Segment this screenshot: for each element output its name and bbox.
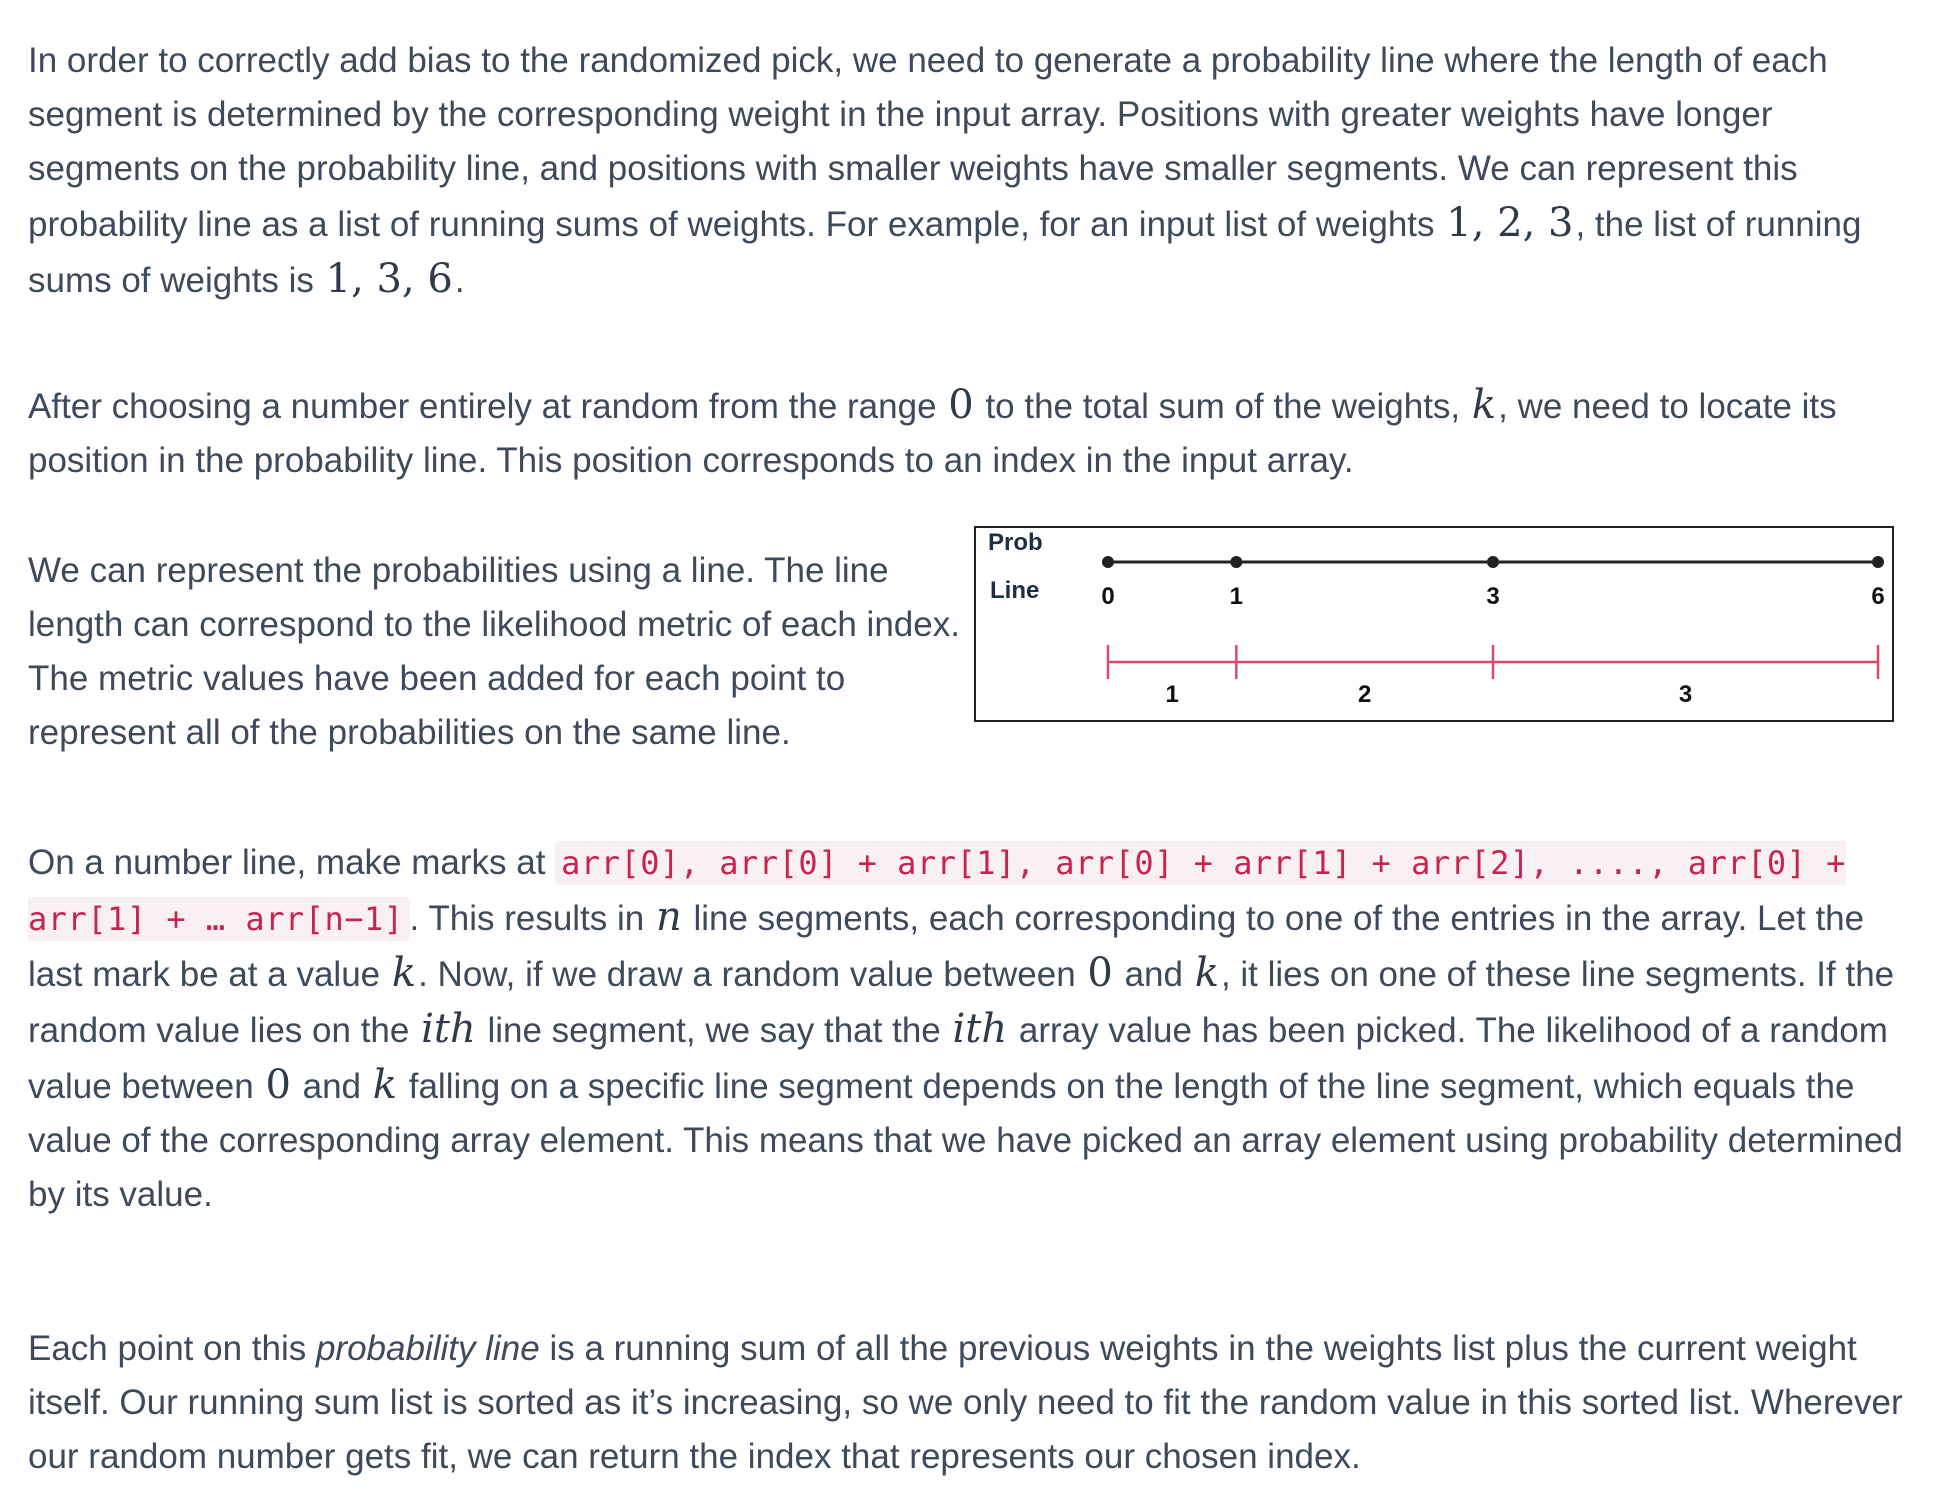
text: line segments, each corresponding to one of the entries in the array. Let the last mark be at a value <box>28 899 1865 994</box>
row-label-line: Line <box>990 577 1040 604</box>
paragraph-number-line-marks <box>28 836 1918 1222</box>
math-zero: 0 <box>948 382 974 428</box>
math-ith: ith <box>952 1006 1008 1052</box>
text: , the list of running sums of weights is <box>28 205 1862 300</box>
math-zero: 0 <box>265 1062 291 1108</box>
paragraph-probability-line-intro <box>28 34 1918 308</box>
term-probability-line: probability line <box>315 1329 540 1368</box>
probability-line-figure <box>974 526 1894 722</box>
text: We can represent the probabilities using a line. The line length can correspond to the likelihood metric of each index. The metric values have been added for each point to represent all of the probabilities on the same line. <box>28 551 960 752</box>
prob-line-point-label: 6 <box>1871 583 1885 610</box>
math-k: k <box>372 1062 398 1108</box>
text: . <box>454 261 465 300</box>
math-running-sums: 1, 3, 6 <box>325 256 453 302</box>
text: , we need to locate its position in the probability line. This position corresponds to an index in the input array. <box>28 387 1837 480</box>
prob-line-point <box>1102 556 1114 568</box>
paragraph-random-choice <box>28 378 1918 488</box>
segment-length-label: 2 <box>1357 681 1372 708</box>
paragraph-line-representation <box>28 544 968 760</box>
math-k: k <box>1471 382 1497 428</box>
text: and <box>1114 955 1193 994</box>
prob-line-point-label: 0 <box>1101 583 1115 610</box>
text: After choosing a number entirely at random from the range <box>28 387 947 426</box>
text: . Now, if we draw a random value between <box>418 955 1086 994</box>
math-k: k <box>1194 950 1219 996</box>
text: , it lies on one of these line segments. If the random value lies on the <box>28 955 1895 1050</box>
probability-line-diagram <box>976 528 1892 720</box>
text: falling on a specific line segment depends on the length of the line segment, which equals the value of the corresponding array element. This means that we have picked an array element using probability determined by its value. <box>28 1067 1903 1214</box>
text: In order to correctly add bias to the randomized pick, we need to generate a probability line where the length of each segment is determined by the corresponding weight in the input array. Positions with greater weights have longer segments on the probability line, and positions with smaller weights have smaller segments. We can represent this probability line as a list of running sums of weights. For example, for an input list of weights <box>28 41 1828 244</box>
prob-line-point <box>1872 556 1884 568</box>
text: On a number line, make marks at <box>28 843 556 882</box>
text: array value has been picked. The likelihood of a random value between <box>28 1011 1888 1106</box>
text: Each point on this <box>28 1329 316 1368</box>
text: is a running sum of all the previous weights in the weights list plus the current weight itself. Our running sum list is sorted as it’s increasing, so we only need to fit the random value in this sorted list. Wherever our random number gets fit, we can return the index that represents our chosen index. <box>28 1329 1903 1476</box>
math-weights: 1, 2, 3 <box>1446 200 1574 246</box>
math-zero: 0 <box>1087 950 1113 996</box>
prob-line-point <box>1487 556 1499 568</box>
text: to the total sum of the weights, <box>975 387 1470 426</box>
segment-length-label: 1 <box>1165 681 1179 708</box>
text: line segment, we say that the <box>477 1011 951 1050</box>
prob-line-point-label: 3 <box>1486 583 1500 610</box>
text: and <box>292 1067 371 1106</box>
segment-length-label: 3 <box>1678 681 1693 708</box>
text: . This results in <box>409 899 654 938</box>
math-n: n <box>655 894 682 940</box>
figure-marks <box>1101 556 1884 708</box>
math-ith: ith <box>421 1006 476 1052</box>
prob-line-point-label: 1 <box>1229 583 1244 610</box>
paragraph-running-sum-search <box>28 1322 1918 1484</box>
prob-line-point <box>1230 556 1242 568</box>
math-k: k <box>391 950 417 996</box>
row-label-prob: Prob <box>988 529 1043 556</box>
code-running-sum-marks: arr[0], arr[0] + arr[1], arr[0] + arr[1] + arr[2], ...., arr[0] + arr[1] + … arr[n−1] <box>28 841 1846 941</box>
